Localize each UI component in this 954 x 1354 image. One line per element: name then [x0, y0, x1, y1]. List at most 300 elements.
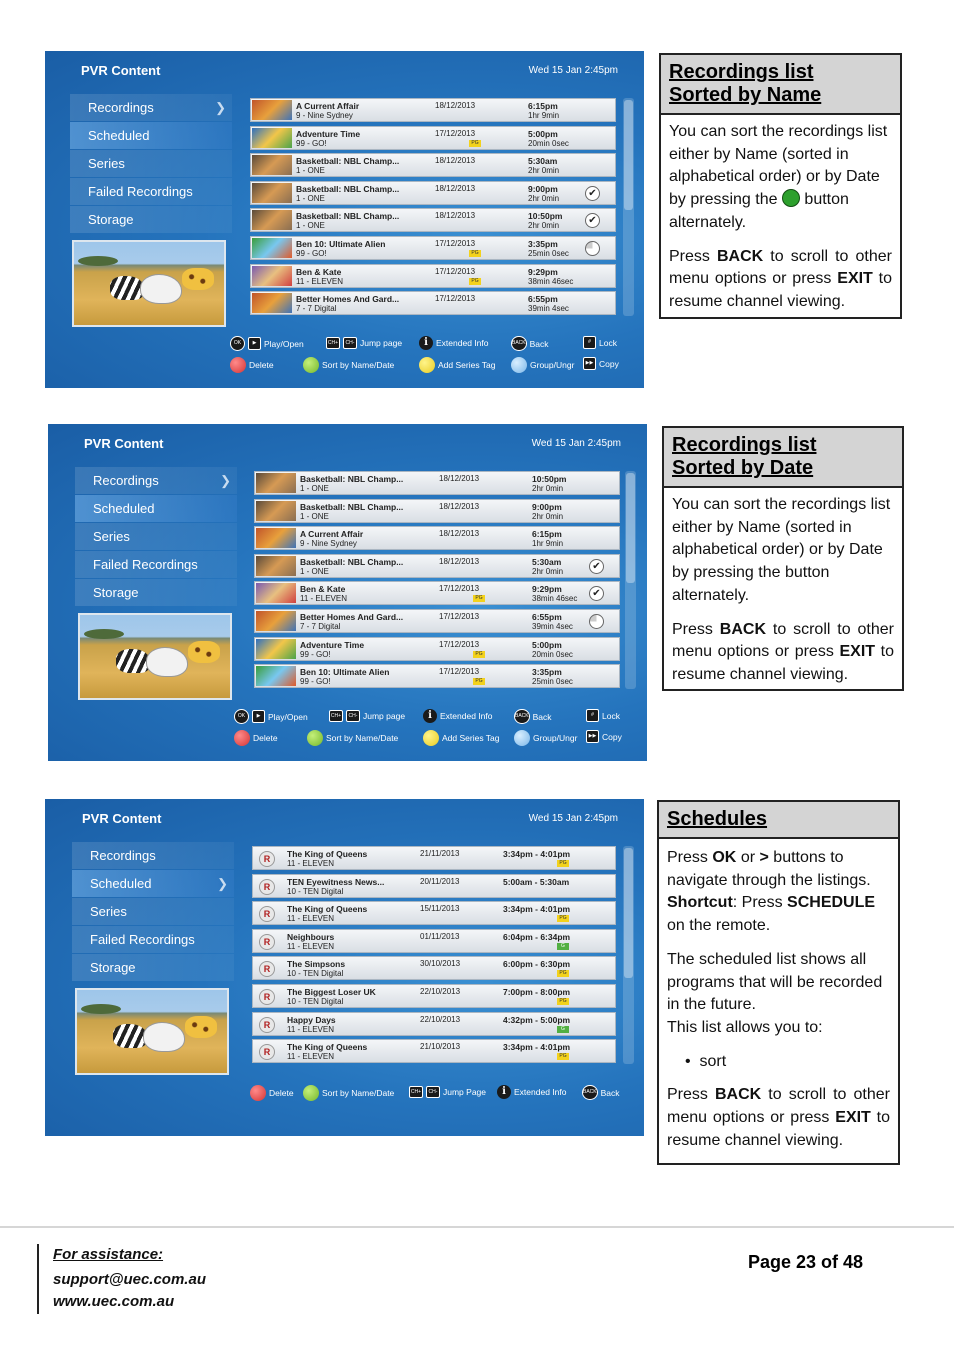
record-icon: R — [259, 934, 275, 950]
thumbnail — [252, 183, 292, 203]
row-time: 3:35pm — [532, 667, 562, 678]
row-title: The King of Queens — [287, 904, 368, 915]
row-date: 01/11/2013 — [420, 931, 460, 941]
row-duration: 2hr 0min — [528, 166, 560, 176]
row-duration: 1hr 9min — [528, 111, 560, 120]
row-time: 9:29pm — [528, 266, 558, 277]
row-time: 6:15pm — [532, 529, 562, 540]
rating-badge: PG — [473, 678, 485, 685]
menu-item-recordings[interactable] — [70, 94, 232, 121]
text: The scheduled list shows all programs that will be recorded in the future. — [667, 950, 883, 1014]
row-duration: 2hr 0min — [532, 566, 564, 576]
yellow-button-icon — [423, 730, 439, 746]
exit-keyword: EXIT — [835, 1109, 871, 1127]
recording-row[interactable] — [254, 471, 620, 495]
row-date: 22/10/2013 — [420, 1014, 461, 1024]
legend-label: Jump Page — [443, 1087, 486, 1097]
menu-item-series[interactable] — [75, 523, 237, 550]
row-date: 20/11/2013 — [420, 876, 460, 886]
row-date: 30/10/2013 — [420, 959, 461, 969]
thumbnail — [256, 611, 296, 631]
row-time: 10:50pm — [532, 474, 567, 484]
heading-line: Sorted by Date — [672, 457, 814, 479]
row-time: 7:00pm - 8:00pm — [503, 986, 571, 997]
row-title: Neighbours — [287, 931, 335, 942]
text: : Press — [732, 894, 783, 912]
text: Press — [667, 849, 708, 866]
row-title: Better Homes And Gard... — [300, 611, 404, 622]
exit-keyword: EXIT — [839, 643, 876, 661]
menu-label: Recordings — [88, 100, 154, 115]
video-preview — [78, 613, 232, 700]
row-duration: 39min 4sec — [532, 621, 573, 631]
row-channel: 1 - ONE — [296, 166, 325, 176]
row-title: Better Homes And Gard... — [296, 294, 400, 305]
paragraph — [669, 246, 892, 314]
back-key-icon: BACK — [582, 1085, 598, 1100]
red-button-icon — [234, 730, 250, 746]
back-keyword: BACK — [719, 620, 766, 638]
pvr-screen-sorted-date — [48, 424, 647, 761]
yellow-button-icon — [419, 357, 435, 373]
box-body — [661, 115, 900, 320]
play-key-icon: ▶ — [248, 337, 261, 350]
row-channel: 11 - ELEVEN — [287, 1024, 334, 1034]
recording-row[interactable] — [250, 126, 616, 150]
row-channel: 11 - ELEVEN — [287, 1052, 334, 1062]
row-title: Basketball: NBL Champ... — [300, 556, 404, 567]
legend-play — [234, 709, 308, 724]
scheduled-row[interactable] — [252, 1039, 616, 1063]
row-title: A Current Affair — [300, 529, 364, 540]
pvr-screen-scheduled — [45, 799, 644, 1136]
row-date: 18/12/2013 — [439, 556, 480, 566]
row-time: 6:00pm - 6:30pm — [503, 959, 571, 970]
footer-bar — [37, 1244, 39, 1314]
legend-label: Play/Open — [268, 711, 308, 722]
row-title: Basketball: NBL Champ... — [296, 156, 400, 167]
recording-row[interactable] — [250, 236, 616, 260]
info-icon: i — [497, 1085, 511, 1099]
screen-datetime: Wed 15 Jan 2:45pm — [528, 813, 618, 824]
sorted-by-name-box — [659, 53, 902, 319]
row-channel: 1 - ONE — [300, 511, 329, 521]
scrollbar[interactable] — [623, 98, 634, 316]
support-email[interactable]: support@uec.com.au — [53, 1271, 206, 1288]
menu-label: Storage — [93, 585, 139, 600]
recording-row[interactable] — [250, 264, 616, 288]
legend-play — [230, 336, 304, 351]
legend-sort — [307, 730, 398, 746]
menu-label: Failed Recordings — [93, 557, 198, 572]
box-heading: Schedules — [659, 802, 898, 839]
box-body — [664, 488, 902, 693]
paragraph — [667, 1084, 890, 1152]
row-title: A Current Affair — [296, 101, 360, 111]
screen-datetime: Wed 15 Jan 2:45pm — [528, 65, 618, 76]
legend-info — [419, 336, 488, 350]
scheduled-list — [252, 846, 616, 1067]
red-button-icon — [230, 357, 246, 373]
legend-jump — [409, 1086, 486, 1098]
recording-row[interactable] — [250, 181, 616, 205]
menu-item-storage[interactable] — [75, 579, 237, 606]
menu-item-series[interactable] — [70, 150, 232, 177]
row-time: 9:00pm — [528, 183, 558, 194]
heading-line: Recordings list — [669, 61, 814, 83]
rating-badge: PG — [557, 860, 569, 867]
paragraph — [667, 949, 890, 1040]
paragraph — [672, 619, 894, 687]
scrollbar[interactable] — [623, 846, 634, 1064]
menu-item-storage[interactable] — [70, 206, 232, 233]
legend-label: Extended Info — [514, 1087, 567, 1097]
green-button-icon — [303, 1085, 319, 1101]
legend-label: Sort by Name/Date — [326, 733, 399, 743]
thumbnail — [252, 100, 292, 120]
rating-badge: PG — [469, 250, 481, 257]
row-channel: 11 - ELEVEN — [287, 914, 334, 924]
red-button-icon — [250, 1085, 266, 1101]
row-duration: 20min 0sec — [528, 138, 569, 148]
thumbnail — [256, 473, 296, 493]
screen-title: PVR Content — [82, 811, 162, 826]
scrollbar[interactable] — [625, 471, 636, 689]
legend-back — [514, 709, 552, 724]
scheduled-row[interactable] — [252, 929, 616, 953]
chevron-right-icon: ❯ — [217, 876, 228, 891]
thumbnail — [252, 238, 292, 258]
row-time: 9:29pm — [532, 584, 562, 595]
row-time: 4:32pm - 5:00pm — [503, 1014, 571, 1025]
exit-keyword: EXIT — [837, 270, 873, 288]
row-channel: 99 - GO! — [300, 649, 331, 659]
row-time: 5:00pm — [532, 639, 562, 650]
menu-label: Series — [90, 904, 127, 919]
record-icon: R — [259, 1044, 275, 1060]
recording-row[interactable] — [254, 499, 620, 523]
row-title: Ben 10: Ultimate Alien — [300, 667, 390, 678]
menu-label: Series — [93, 529, 130, 544]
video-preview — [75, 988, 229, 1075]
row-channel: 1 - ONE — [296, 193, 325, 203]
legend-label: Add Series Tag — [438, 360, 496, 370]
row-channel: 7 - 7 Digital — [300, 621, 341, 631]
legend-sort — [303, 357, 394, 373]
page-number: Page 23 of 48 — [748, 1252, 864, 1272]
legend-group — [511, 357, 574, 373]
row-channel: 1 - ONE — [296, 221, 325, 231]
menu-item-recordings[interactable] — [75, 467, 237, 494]
right-keyword: > — [759, 849, 769, 866]
green-button-icon — [303, 357, 319, 373]
rating-badge: PG — [557, 915, 569, 922]
scheduled-row[interactable] — [252, 874, 616, 898]
row-channel: 9 - Nine Sydney — [296, 111, 353, 120]
row-channel: 11 - ELEVEN — [296, 276, 343, 286]
row-title: Ben & Kate — [296, 266, 342, 277]
screen-datetime: Wed 15 Jan 2:45pm — [531, 438, 621, 449]
menu-item-storage[interactable] — [72, 954, 234, 981]
row-time: 3:34pm - 4:01pm — [503, 1042, 571, 1053]
row-duration: 39min 4sec — [528, 304, 569, 314]
legend-label: Group/Ungr — [530, 360, 575, 370]
scheduled-row[interactable] — [252, 846, 616, 870]
scheduled-row[interactable] — [252, 901, 616, 925]
recording-row[interactable] — [254, 609, 620, 633]
thumbnail — [256, 639, 296, 659]
fast-forward-key-icon: ▶▶ — [583, 357, 596, 370]
bullet-item: • sort — [685, 1052, 727, 1070]
text: to scroll to other menu options or press — [672, 620, 894, 661]
paragraph: You can sort the recordings list either by Name (sorted in alphabetical order) or by Date by pressing the button alternately. — [672, 496, 891, 604]
row-time: 6:04pm - 6:34pm — [503, 931, 571, 942]
legend-label: Lock — [602, 710, 620, 721]
recording-row[interactable] — [254, 581, 620, 605]
legend-back — [582, 1085, 620, 1100]
menu-label: Scheduled — [88, 128, 150, 143]
legend-series — [423, 730, 500, 746]
row-channel: 10 - TEN Digital — [287, 886, 344, 896]
row-time: 3:35pm — [528, 238, 558, 249]
text: to resume channel viewing. — [667, 1109, 890, 1149]
row-channel: 7 - 7 Digital — [296, 304, 337, 314]
row-duration: 25min 0sec — [528, 248, 569, 258]
recording-row[interactable] — [254, 526, 620, 550]
row-date: 17/12/2013 — [435, 128, 476, 138]
ok-keyword: OK — [712, 849, 737, 866]
legend-label: Copy — [602, 731, 622, 742]
row-duration: 1hr 9min — [532, 539, 564, 549]
row-date: 18/12/2013 — [435, 101, 476, 110]
row-duration: 20min 0sec — [532, 649, 573, 659]
row-date: 21/10/2013 — [420, 1042, 461, 1052]
row-title: Basketball: NBL Champ... — [300, 501, 404, 512]
watched-check-icon: ✔ — [589, 559, 604, 574]
row-time: 5:00pm — [528, 128, 558, 139]
blue-button-icon — [511, 357, 527, 373]
hash-key-icon: # — [583, 336, 596, 349]
menu-item-scheduled[interactable] — [70, 122, 232, 149]
row-title: The King of Queens — [287, 1042, 368, 1053]
row-duration: 2hr 0min — [532, 484, 564, 493]
row-channel: 1 - ONE — [300, 566, 329, 576]
ch-minus-key-icon: CH- — [346, 710, 360, 722]
row-time: 6:55pm — [532, 611, 562, 622]
legend-jump — [329, 710, 405, 722]
legend-label: Delete — [249, 360, 274, 370]
menu-item-recordings[interactable] — [72, 842, 234, 869]
menu-item-scheduled[interactable] — [72, 870, 234, 897]
row-date: 22/10/2013 — [420, 986, 461, 996]
legend-label: Lock — [599, 337, 617, 348]
text: Press — [672, 620, 713, 638]
play-key-icon: ▶ — [252, 710, 265, 723]
legend-back — [511, 336, 549, 351]
sorted-by-date-box — [662, 426, 904, 691]
ok-key-icon: OK — [234, 709, 249, 724]
recording-row[interactable] — [254, 554, 620, 578]
menu-item-failed-recordings[interactable] — [75, 551, 237, 578]
hash-key-icon: # — [586, 709, 599, 722]
text: This list allows you to: — [667, 1018, 823, 1036]
menu-label: Scheduled — [90, 876, 152, 891]
recording-row[interactable] — [254, 664, 620, 688]
row-channel: 99 - GO! — [296, 248, 327, 258]
legend-label: Add Series Tag — [442, 733, 500, 743]
legend-label: Jump page — [360, 338, 403, 348]
legend-info — [497, 1085, 566, 1099]
menu-label: Failed Recordings — [90, 932, 195, 947]
legend-label: Sort by Name/Date — [322, 360, 395, 370]
schedule-keyword: SCHEDULE — [787, 894, 876, 912]
recordings-list — [250, 98, 616, 319]
text: to resume channel viewing. — [669, 270, 892, 310]
menu-item-failed-recordings[interactable] — [72, 926, 234, 953]
row-title: The Biggest Loser UK — [287, 986, 376, 997]
info-icon: i — [423, 709, 437, 723]
legend-copy — [586, 730, 622, 743]
text: button alternately. — [669, 191, 849, 231]
partial-watched-icon — [589, 614, 604, 629]
menu-item-failed-recordings[interactable] — [70, 178, 232, 205]
chevron-right-icon: ❯ — [215, 100, 226, 115]
menu-label: Recordings — [90, 848, 156, 863]
ch-plus-key-icon: CH+ — [409, 1086, 423, 1098]
legend-jump — [326, 337, 402, 349]
row-date: 17/12/2013 — [439, 667, 480, 677]
heading-line: Sorted by Name — [669, 84, 822, 106]
row-title: The Simpsons — [287, 959, 346, 970]
legend-label: Delete — [253, 733, 278, 743]
rating-badge: G — [557, 1026, 569, 1033]
row-title: Basketball: NBL Champ... — [296, 211, 400, 222]
ch-plus-key-icon: CH+ — [329, 710, 343, 722]
legend-series — [419, 357, 496, 373]
row-title: Adventure Time — [296, 128, 361, 139]
scheduled-row[interactable] — [252, 956, 616, 980]
thumbnail — [252, 266, 292, 286]
back-key-icon: BACK — [511, 336, 527, 351]
fast-forward-key-icon: ▶▶ — [586, 730, 599, 743]
ok-key-icon: OK — [230, 336, 245, 351]
legend-sort — [303, 1085, 394, 1101]
thumbnail — [252, 293, 292, 313]
legend-lock — [583, 336, 617, 349]
text: on the remote. — [667, 917, 771, 935]
screen-title: PVR Content — [84, 436, 164, 451]
blue-button-icon — [514, 730, 530, 746]
row-time: 6:55pm — [528, 294, 558, 305]
legend-group — [514, 730, 577, 746]
recording-row[interactable] — [250, 153, 616, 177]
partial-watched-icon — [585, 241, 600, 256]
row-date: 18/12/2013 — [439, 501, 480, 511]
recording-row[interactable] — [250, 208, 616, 232]
record-icon: R — [259, 906, 275, 922]
legend-label: Copy — [599, 358, 619, 369]
website-link[interactable]: www.uec.com.au — [53, 1293, 175, 1310]
thumbnail — [256, 556, 296, 576]
row-date: 17/12/2013 — [439, 584, 480, 594]
row-date: 18/12/2013 — [435, 156, 476, 166]
row-date: 17/12/2013 — [435, 238, 476, 248]
legend-delete — [230, 357, 274, 373]
row-title: TEN Eyewitness News... — [287, 876, 385, 887]
row-time: 5:00am - 5:30am — [503, 876, 570, 887]
recordings-list — [254, 471, 620, 692]
row-date: 18/12/2013 — [435, 211, 476, 221]
legend-label: Delete — [269, 1088, 294, 1098]
row-date: 17/12/2013 — [439, 611, 480, 621]
watched-check-icon: ✔ — [585, 186, 600, 201]
row-date: 21/11/2013 — [420, 849, 460, 858]
heading-line: Recordings list — [672, 434, 817, 456]
record-icon: R — [259, 989, 275, 1005]
legend-copy — [583, 357, 619, 370]
paragraph — [669, 121, 892, 235]
legend-delete — [250, 1085, 294, 1101]
thumbnail — [256, 583, 296, 603]
row-duration: 2hr 0min — [528, 193, 560, 203]
thumbnail — [252, 210, 292, 230]
record-icon: R — [259, 1017, 275, 1033]
text: to scroll to other menu options or press — [669, 247, 892, 288]
legend-label: Back — [532, 711, 552, 722]
text: Press — [667, 1086, 708, 1104]
scheduled-row[interactable] — [252, 1012, 616, 1036]
recording-row[interactable] — [254, 637, 620, 661]
video-preview — [72, 240, 226, 327]
row-channel: 9 - Nine Sydney — [300, 539, 357, 549]
rating-badge: PG — [557, 970, 569, 977]
row-duration: 2hr 0min — [532, 511, 564, 521]
row-date: 18/12/2013 — [435, 183, 476, 193]
pvr-menu — [72, 842, 234, 982]
recording-row[interactable] — [250, 291, 616, 315]
recording-row[interactable] — [250, 98, 616, 122]
menu-item-scheduled[interactable] — [75, 495, 237, 522]
menu-label: Series — [88, 156, 125, 171]
box-heading — [661, 55, 900, 115]
green-button-icon — [782, 189, 800, 207]
text: buttons to navigate through the listings. — [667, 849, 871, 889]
box-heading — [664, 428, 902, 488]
paragraph — [667, 847, 890, 938]
text: sort — [699, 1052, 727, 1070]
ch-minus-key-icon: CH- — [343, 337, 357, 349]
row-time: 3:34pm - 4:01pm — [503, 904, 571, 915]
row-title: Ben 10: Ultimate Alien — [296, 238, 386, 249]
text: Press — [669, 247, 710, 265]
row-title: Happy Days — [287, 1014, 336, 1025]
row-channel: 11 - ELEVEN — [300, 594, 347, 604]
watched-check-icon: ✔ — [589, 586, 604, 601]
ch-plus-key-icon: CH+ — [326, 337, 340, 349]
scheduled-row[interactable] — [252, 984, 616, 1008]
shortcut-keyword: Shortcut — [667, 894, 733, 912]
row-duration: 25min 0sec — [532, 677, 573, 687]
menu-item-series[interactable] — [72, 898, 234, 925]
rating-badge: PG — [473, 651, 485, 658]
row-date: 15/11/2013 — [420, 904, 460, 914]
thumbnail — [252, 155, 292, 175]
legend-label: Back — [529, 338, 549, 349]
footer-divider — [0, 1226, 954, 1228]
back-key-icon: BACK — [514, 709, 530, 724]
ch-minus-key-icon: CH- — [426, 1086, 440, 1098]
row-time: 10:50pm — [528, 211, 563, 222]
